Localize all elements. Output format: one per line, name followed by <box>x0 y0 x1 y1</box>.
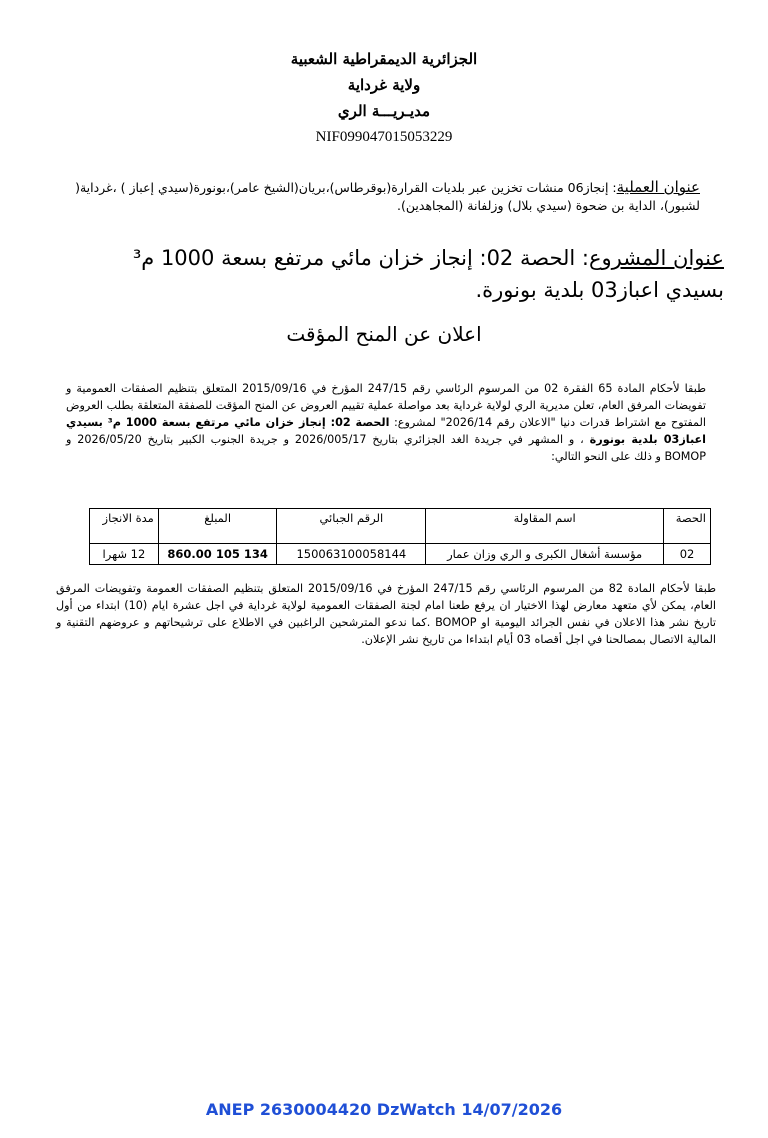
intro-text-part1: طبقا لأحكام المادة 65 الفقرة 02 من المرسوم الرئاسي رقم 247/15 المؤرخ في 2015/09/16 المتعلق بتنظيم الصفقات العمومية و تفويضات المرفق العام، تعلن مديرية الري لولاية غرداية بعد مواصلة عملية تقييم العروض عن المنح المؤقت للصفقة المتعلقة بطلب العروض المفتوح مع اشتراط قدرات دنيا "الاعلان رقم 2026/14" لمشروع: <box>66 382 707 429</box>
intro-text-part2: ، و المشهر في جريدة الغد الجزائري بتاريخ 2026/005/17 و جريدة الجنوب الكبير بتاريخ 2026/05/20 و BOMOP و ذلك على النحو التالي: <box>66 433 706 463</box>
cell-company: مؤسسة أشغال الكبرى و الري وزان عمار <box>426 544 664 565</box>
operation-label: عنوان العملية <box>616 178 700 196</box>
header-duration: مدة الانجاز <box>90 509 159 544</box>
directorate-line: مديـريـــة الري <box>337 102 431 120</box>
intro-text-bold: الحصة 02: إنجاز خزان مائي مرتفع بسعة 1000 م³ بسيدي اعباز03 بلدية بونورة <box>66 416 707 446</box>
header-tax-number: الرقم الجبائي <box>277 509 426 544</box>
cell-lot: 02 <box>664 544 711 565</box>
nif-number: NIF099047015053229 <box>315 129 453 145</box>
cell-duration: 12 شهرا <box>90 544 159 565</box>
award-table <box>89 508 711 565</box>
announcement-title: اعلان عن المنح المؤقت <box>286 322 482 346</box>
header-lot: الحصة <box>664 509 711 544</box>
intro-paragraph <box>66 380 706 465</box>
cell-tax-number: 150063100058144 <box>277 544 426 565</box>
appeal-paragraph: طبقا لأحكام المادة 82 من المرسوم الرئاسي رقم 247/15 المؤرخ في 2015/09/16 المتعلق بتنظيم الصفقات العمومة وتفويضات المرفق العام، يمكن لأي متعهد معارض لهذا الاختيار ان يرفع طعنا امام لجنة الصفقات العمومية لولاية غرداية في اجل عشرة ايام (10) ابتداء من أول تاريخ نشر هذا الاعلان في نفس الجرائد اليومية او BOMOP .كما ندعو المترشحين الراغبين في الاطلاع على ترشيحاتهم و عروضهم التقنية و المالية الاتصال بمصالحنا في اجل أقصاه 03 أيام ابتداءا من تاريخ نشر الإعلان. <box>56 582 717 646</box>
operation-title <box>60 178 700 215</box>
table-row <box>90 544 711 565</box>
project-text: : الحصة 02: إنجاز خزان مائي مرتفع بسعة 1000 م³ بسيدي اعباز03 بلدية بونورة. <box>132 246 724 302</box>
operation-text: : إنجاز06 منشات تخزين عبر بلديات القرارة(بوقرطاس)،بريان(الشيخ عامر)،بونورة(سيدي إعباز ) ،غرداية( لشبور)، الداية بن ضحوة (سيدي بلال) وزلفانة (المجاهدين). <box>75 180 700 213</box>
wilaya-line: ولاية غرداية <box>347 76 421 94</box>
project-title <box>100 242 724 306</box>
country-line: الجزائرية الديمقراطية الشعبية <box>290 50 478 68</box>
header-amount: المبلغ <box>158 509 277 544</box>
project-label: عنوان المشروع <box>588 246 724 270</box>
table-header-row <box>90 509 711 544</box>
header-company: اسم المقاولة <box>426 509 664 544</box>
cell-amount: 134 105 860.00 <box>158 544 277 565</box>
document-header <box>0 46 768 150</box>
footer-reference: ANEP 2630004420 DzWatch 14/07/2026 <box>205 1100 563 1119</box>
